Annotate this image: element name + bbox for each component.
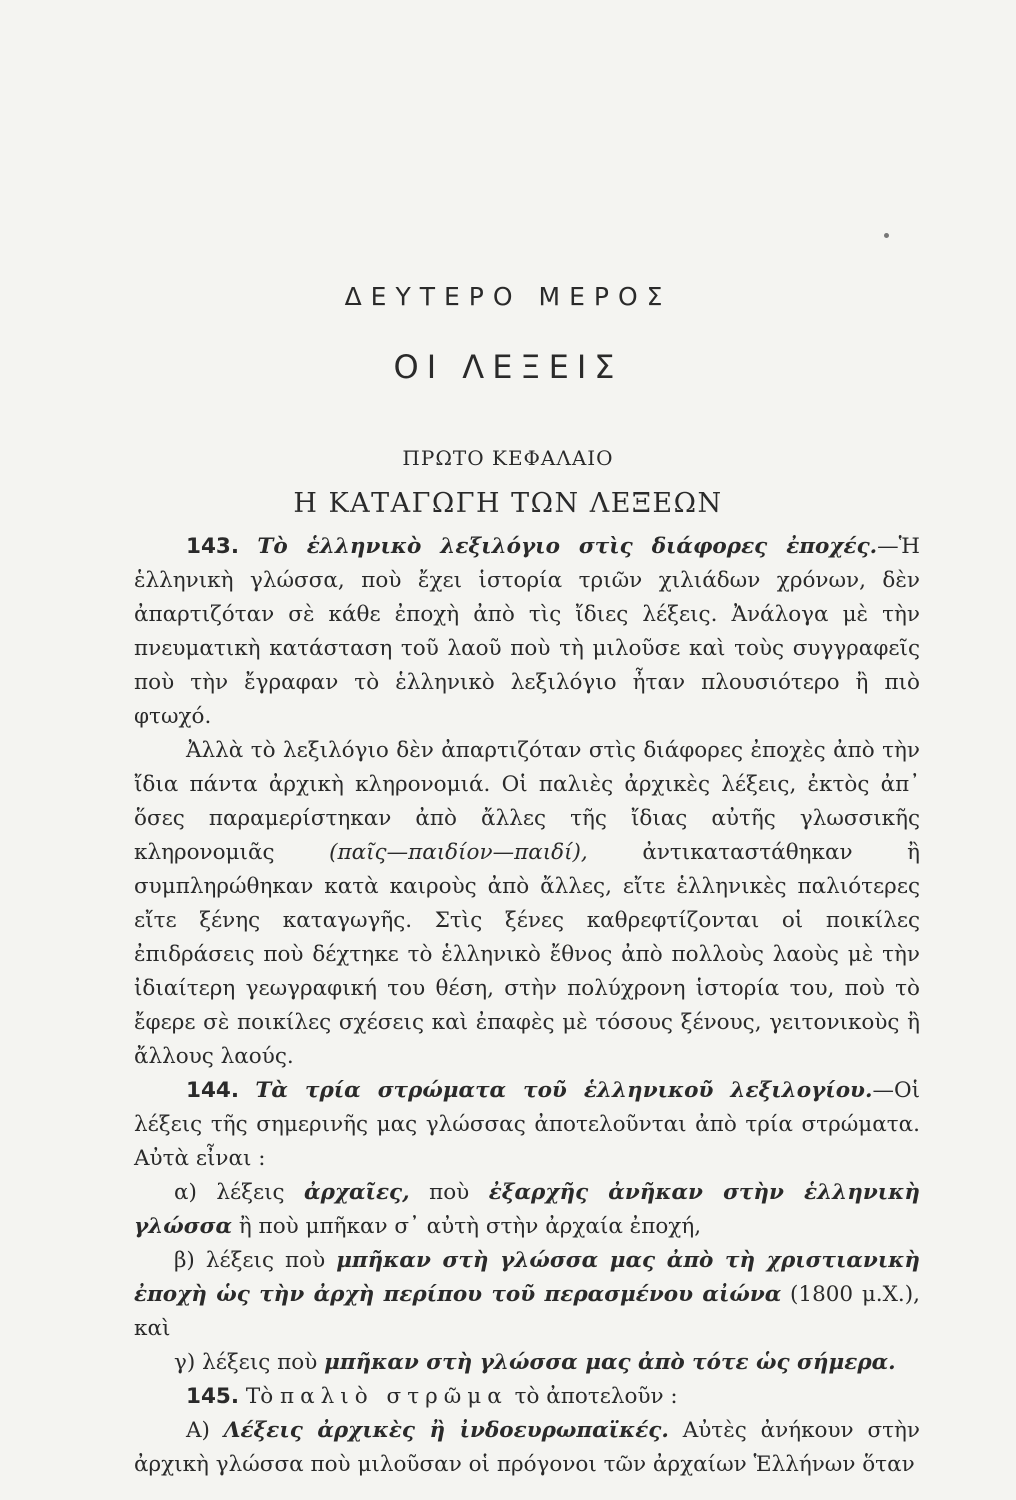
section-number: 145. [186, 1384, 240, 1409]
paragraph-text: Τὸ [245, 1384, 274, 1409]
list-item-c [134, 1346, 920, 1380]
item-emphasis: ἐξαρχῆς ἀνῆκαν στὴν ἑλληνικὴ γλώσσα [134, 1180, 920, 1239]
list-item-a [134, 1176, 920, 1244]
section-heading: Τὸ ἑλληνικὸ λεξιλόγιο στὶς διάφορες ἐποχές. [257, 534, 878, 559]
spaced-emphasis: παλιὸ στρῶμα [280, 1384, 508, 1409]
item-emphasis: μπῆκαν στὴ γλώσσα μας ἀπὸ τότε ὡς σήμερα. [324, 1350, 896, 1375]
paragraph-145 [134, 1380, 920, 1414]
paragraph-text: ἀντικαταστάθηκαν ἢ συμπληρώθηκαν κατὰ καιροὺς ἀπὸ ἄλλες, εἴτε ἑλληνικὲς παλιότερες εἴτε ξένης καταγωγῆς. Στὶς ξένες καθρεφτίζονται οἱ ποικίλες ἐπιδράσεις ποὺ δέχτηκε τὸ ἑλληνικὸ ἔθνος ἀπὸ πολλοὺς λαοὺς μὲ τὴν ἰδιαίτερη γεωγραφική του θέση, στὴν πολύχρονη ἱστορία του, ποὺ τὸ ἔφερε σὲ ποικίλες σχέσεις καὶ ἐπαφὲς μὲ τόσους ξένους, γειτονικοὺς ἢ ἄλλους λαούς. [134, 840, 920, 1069]
paragraph-text: —Οἱ λέξεις τῆς σημερινῆς μας γλώσσας ἀποτελοῦνται ἀπὸ τρία στρώματα. Αὐτὰ εἶναι : [134, 1078, 920, 1171]
item-text: ἢ ποὺ μπῆκαν σ᾽ αὐτὴ στὴν ἀρχαία ἐποχή, [238, 1214, 702, 1239]
section-heading: Τὰ τρία στρώματα τοῦ ἑλληνικοῦ λεξιλογίου. [255, 1078, 873, 1103]
item-text: α) λέξεις [174, 1180, 285, 1205]
paragraph-145-A [134, 1414, 920, 1482]
paragraph-144 [134, 1074, 920, 1176]
paragraph-143-2 [134, 734, 920, 1074]
italic-example: (παῖς—παιδίον—παιδί), [329, 840, 588, 865]
paragraph-text: τὸ ἀποτελοῦν : [514, 1384, 678, 1409]
chapter-title: Η ΚΑΤΑΓΩΓΗ ΤΩΝ ΛΕΞΕΩΝ [293, 488, 723, 519]
part-title: ΔΕΥΤΕΡΟ ΜΕΡΟΣ [344, 282, 672, 311]
chapter-number: ΠΡΩΤΟ ΚΕΦΑΛΑΙΟ [402, 446, 614, 470]
item-text: β) λέξεις ποὺ [174, 1248, 326, 1273]
item-text: (1800 μ.Χ.), καὶ [134, 1282, 920, 1341]
paragraph-text: Ἀλλὰ τὸ λεξιλόγιο δὲν ἀπαρτιζόταν στὶς διάφορες ἐποχὲς ἀπὸ τὴν ἴδια πάντα ἀρχικὴ κληρονομιά. Οἱ παλιὲς ἀρχικὲς λέξεις, ἐκτὸς ἀπ᾽ ὅσες παραμερίστηκαν ἀπὸ ἄλλες τῆς ἴδιας αὐτῆς γλωσσικῆς κληρονομιᾶς [134, 738, 920, 865]
item-text: Αὐτὲς ἀνήκουν στὴν ἀρχικὴ γλώσσα ποὺ μιλοῦσαν οἱ πρόγονοι τῶν ἀρχαίων Ἑλλήνων ὅταν [134, 1418, 920, 1477]
item-emphasis: Λέξεις ἀρχικὲς ἢ ἰνδοευρωπαϊκές. [223, 1418, 669, 1443]
item-text: γ) λέξεις ποὺ [174, 1350, 318, 1375]
item-emphasis: ἀρχαῖες, [304, 1180, 410, 1205]
item-text: Α) [186, 1418, 210, 1443]
list-item-b [134, 1244, 920, 1346]
paragraph-text: —Ἡ ἑλληνικὴ γλώσσα, ποὺ ἔχει ἱστορία τριῶν χιλιάδων χρόνων, δὲν ἀπαρτιζόταν σὲ κάθε ἐποχὴ ἀπὸ τὶς ἴδιες λέξεις. Ἀνάλογα μὲ τὴν πνευματικὴ κατάσταση τοῦ λαοῦ ποὺ τὴ μιλοῦσε καὶ τοὺς συγγραφεῖς ποὺ τὴν ἔγραφαν τὸ ἑλληνικὸ λεξιλόγιο ἦταν πλουσιότερο ἢ πιὸ φτωχό. [134, 534, 920, 729]
section-number: 143. [186, 534, 240, 559]
ink-speck [884, 233, 889, 238]
body-text [134, 530, 920, 1482]
section-number: 144. [186, 1078, 240, 1103]
paragraph-143 [134, 530, 920, 734]
item-text: ποὺ [429, 1180, 470, 1205]
item-emphasis: μπῆκαν στὴ γλώσσα μας ἀπὸ τὴ χριστιανικὴ ἐποχὴ ὡς τὴν ἀρχὴ περίπου τοῦ περασμένου αἰώνα [134, 1248, 920, 1307]
section-title: ΟΙ ΛΕΞΕΙΣ [393, 348, 623, 386]
